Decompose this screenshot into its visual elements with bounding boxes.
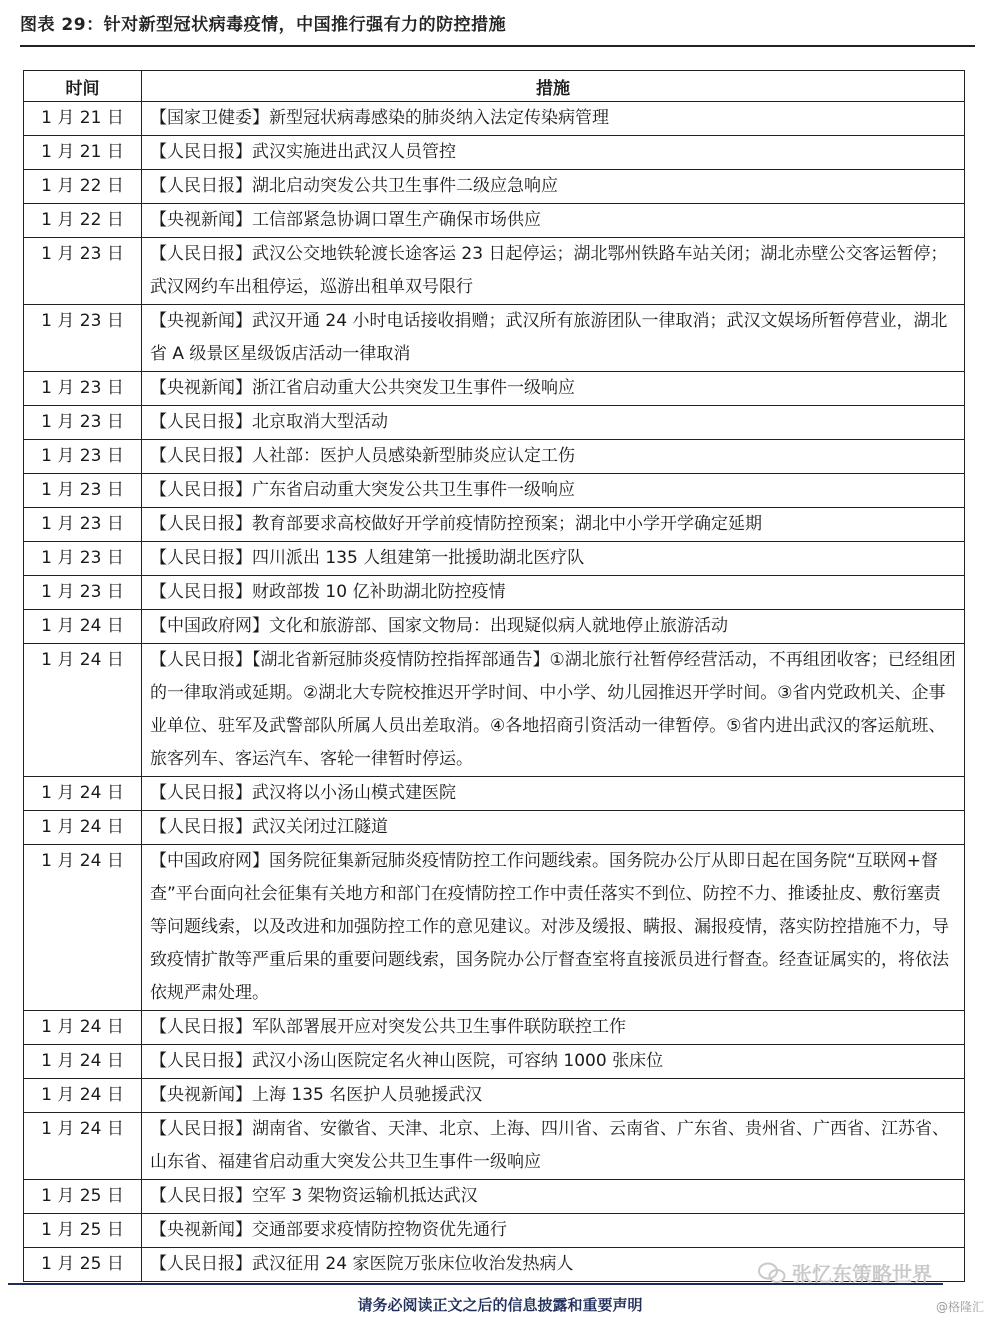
row-measure: 【中国政府网】国务院征集新冠肺炎疫情防控工作问题线索。国务院办公厅从即日起在国务院“互联网+督查”平台面向社会征集有关地方和部门在疫情防控工作中责任落实不到位、防控不力、推诿扯皮、敷衍塞责等问题线索，以及改进和加强防控工作的意见建议。对涉及缓报、瞒报、漏报疫情，落实防控措施不力，导致疫情扩散等严重后果的重要问题线索，国务院办公厅督查室将直接派员进行督查。经查证属实的，将依法依规严肃处理。 [142, 845, 965, 1011]
watermark-source: @格隆汇 [936, 1300, 985, 1314]
header-measure: 措施 [142, 71, 965, 102]
table-row [24, 1214, 965, 1248]
table-row [24, 238, 965, 305]
figure-title: 图表 29：针对新型冠状病毒疫情，中国推行强有力的防控措施 [20, 10, 975, 47]
table-header-row [24, 71, 965, 102]
row-date: 1 月 24 日 [24, 610, 142, 644]
row-measure: 【人民日报】北京取消大型活动 [142, 406, 965, 440]
table-row [24, 811, 965, 845]
row-measure: 【人民日报】四川派出 135 人组建第一批援助湖北医疗队 [142, 542, 965, 576]
watermark-channel: 张忆东策略世界 [792, 1262, 932, 1286]
row-measure: 【人民日报】武汉公交地铁轮渡长途客运 23 日起停运；湖北鄂州铁路车站关闭；湖北赤壁公交客运暂停；武汉网约车出租停运，巡游出租单双号限行 [142, 238, 965, 305]
row-date: 1 月 21 日 [24, 102, 142, 136]
row-date: 1 月 24 日 [24, 1011, 142, 1045]
table-row [24, 610, 965, 644]
table-row [24, 777, 965, 811]
table-row [24, 170, 965, 204]
row-date: 1 月 25 日 [24, 1248, 142, 1282]
table-row [24, 1011, 965, 1045]
table-row [24, 102, 965, 136]
row-date: 1 月 24 日 [24, 811, 142, 845]
row-measure: 【人民日报】武汉征用 24 家医院万张床位收治发热病人 [142, 1248, 965, 1282]
row-date: 1 月 23 日 [24, 542, 142, 576]
footer-divider [8, 1283, 943, 1285]
row-measure: 【央视新闻】工信部紧急协调口罩生产确保市场供应 [142, 204, 965, 238]
row-date: 1 月 23 日 [24, 238, 142, 305]
row-measure: 【人民日报】空军 3 架物资运输机抵达武汉 [142, 1180, 965, 1214]
row-measure: 【人民日报】湖南省、安徽省、天津、北京、上海、四川省、云南省、广东省、贵州省、广西省、江苏省、山东省、福建省启动重大突发公共卫生事件一级响应 [142, 1113, 965, 1180]
row-measure: 【中国政府网】文化和旅游部、国家文物局：出现疑似病人就地停止旅游活动 [142, 610, 965, 644]
table-row [24, 1045, 965, 1079]
wechat-icon [758, 1262, 786, 1284]
row-measure: 【人民日报】武汉将以小汤山模式建医院 [142, 777, 965, 811]
table-row [24, 644, 965, 777]
table-row [24, 542, 965, 576]
footer-disclaimer: 请务必阅读正文之后的信息披露和重要声明 [357, 1296, 643, 1314]
table-row [24, 1113, 965, 1180]
row-date: 1 月 24 日 [24, 845, 142, 1011]
row-date: 1 月 21 日 [24, 136, 142, 170]
row-measure: 【国家卫健委】新型冠状病毒感染的肺炎纳入法定传染病管理 [142, 102, 965, 136]
row-measure: 【人民日报】武汉实施进出武汉人员管控 [142, 136, 965, 170]
table-row [24, 845, 965, 1011]
row-date: 1 月 22 日 [24, 170, 142, 204]
measures-table [23, 70, 965, 1282]
table-row [24, 136, 965, 170]
row-date: 1 月 23 日 [24, 474, 142, 508]
row-measure: 【人民日报】财政部拨 10 亿补助湖北防控疫情 [142, 576, 965, 610]
table-row [24, 406, 965, 440]
row-measure: 【人民日报】军队部署展开应对突发公共卫生事件联防联控工作 [142, 1011, 965, 1045]
table-row [24, 508, 965, 542]
row-measure: 【央视新闻】浙江省启动重大公共突发卫生事件一级响应 [142, 372, 965, 406]
table-row [24, 204, 965, 238]
row-date: 1 月 23 日 [24, 440, 142, 474]
row-measure: 【人民日报】武汉关闭过江隧道 [142, 811, 965, 845]
table-row [24, 474, 965, 508]
row-date: 1 月 24 日 [24, 644, 142, 777]
row-date: 1 月 25 日 [24, 1180, 142, 1214]
row-date: 1 月 23 日 [24, 372, 142, 406]
table-row [24, 372, 965, 406]
table-row [24, 440, 965, 474]
row-measure: 【人民日报】湖北启动突发公共卫生事件二级应急响应 [142, 170, 965, 204]
row-date: 1 月 25 日 [24, 1214, 142, 1248]
row-measure: 【人民日报】广东省启动重大突发公共卫生事件一级响应 [142, 474, 965, 508]
row-measure: 【人民日报】人社部：医护人员感染新型肺炎应认定工伤 [142, 440, 965, 474]
row-date: 1 月 24 日 [24, 777, 142, 811]
row-measure: 【人民日报】【湖北省新冠肺炎疫情防控指挥部通告】①湖北旅行社暂停经营活动，不再组团收客；已经组团的一律取消或延期。②湖北大专院校推迟开学时间、中小学、幼儿园推迟开学时间。③省内党政机关、企事业单位、驻军及武警部队所属人员出差取消。④各地招商引资活动一律暂停。⑤省内进出武汉的客运航班、旅客列车、客运汽车、客轮一律暂时停运。 [142, 644, 965, 777]
row-measure: 【央视新闻】上海 135 名医护人员驰援武汉 [142, 1079, 965, 1113]
row-date: 1 月 23 日 [24, 508, 142, 542]
row-measure: 【人民日报】武汉小汤山医院定名火神山医院，可容纳 1000 张床位 [142, 1045, 965, 1079]
row-measure: 【央视新闻】交通部要求疫情防控物资优先通行 [142, 1214, 965, 1248]
row-date: 1 月 24 日 [24, 1113, 142, 1180]
table-row [24, 1079, 965, 1113]
row-date: 1 月 23 日 [24, 406, 142, 440]
row-date: 1 月 24 日 [24, 1045, 142, 1079]
row-measure: 【人民日报】教育部要求高校做好开学前疫情防控预案；湖北中小学开学确定延期 [142, 508, 965, 542]
row-date: 1 月 23 日 [24, 576, 142, 610]
table-row [24, 305, 965, 372]
row-date: 1 月 24 日 [24, 1079, 142, 1113]
table-row [24, 1180, 965, 1214]
row-measure: 【央视新闻】武汉开通 24 小时电话接收捐赠；武汉所有旅游团队一律取消；武汉文娱场所暂停营业，湖北省 A 级景区星级饭店活动一律取消 [142, 305, 965, 372]
header-date: 时间 [24, 71, 142, 102]
row-date: 1 月 22 日 [24, 204, 142, 238]
table-row [24, 576, 965, 610]
row-date: 1 月 23 日 [24, 305, 142, 372]
